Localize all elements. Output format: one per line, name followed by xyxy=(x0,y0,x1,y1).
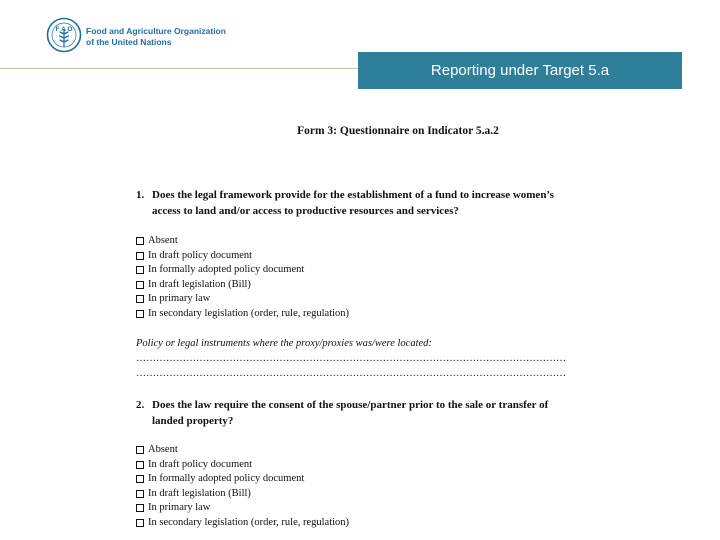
option-adopted-policy[interactable] xyxy=(136,472,396,487)
option-label: Absent xyxy=(148,444,178,455)
answer-line-1[interactable]: ………………………………………………………………………………………………………………… xyxy=(136,353,566,364)
option-adopted-policy[interactable] xyxy=(136,263,396,278)
header-divider xyxy=(0,68,360,69)
checkbox[interactable] xyxy=(136,446,144,454)
question-1 xyxy=(136,188,576,220)
option-label: Absent xyxy=(148,235,178,246)
option-label: In draft legislation (Bill) xyxy=(148,278,251,290)
checkbox[interactable] xyxy=(136,237,144,245)
option-draft-policy[interactable] xyxy=(136,458,396,473)
question-1-options xyxy=(136,234,396,321)
question-text: Does the law require the consent of the spouse/partner prior to the sale or transfer of landed property? xyxy=(152,399,549,427)
option-secondary-legislation[interactable] xyxy=(136,307,396,322)
fao-logo xyxy=(46,17,232,53)
org-name-line-2: of the United Nations xyxy=(86,37,172,47)
org-name-line-1: Food and Agriculture Organization xyxy=(86,26,226,36)
fao-emblem-icon xyxy=(46,17,82,53)
svg-text:F A O: F A O xyxy=(55,26,73,33)
option-label: In formally adopted policy document xyxy=(148,264,305,275)
option-label: In primary law xyxy=(148,293,211,304)
form-title: Form 3: Questionnaire on Indicator 5.a.2 xyxy=(297,125,499,137)
option-label: In secondary legislation (order, rule, regulation) xyxy=(148,307,350,319)
checkbox[interactable] xyxy=(136,252,144,260)
option-label: In draft legislation (Bill) xyxy=(148,487,251,499)
checkbox[interactable] xyxy=(136,461,144,469)
checkbox[interactable] xyxy=(136,490,144,498)
option-draft-legislation[interactable] xyxy=(136,487,396,502)
question-2-options xyxy=(136,443,396,530)
option-secondary-legislation[interactable] xyxy=(136,516,396,531)
checkbox[interactable] xyxy=(136,295,144,303)
instruments-label: Policy or legal instruments where the proxy/proxies was/were located: xyxy=(136,338,432,349)
checkbox[interactable] xyxy=(136,504,144,512)
option-label: In draft policy document xyxy=(148,458,253,470)
checkbox[interactable] xyxy=(136,266,144,274)
question-text: Does the legal framework provide for the establishment of a fund to increase women’s access to land and/or access to productive resources and services? xyxy=(152,189,554,217)
instruments-section xyxy=(136,337,576,381)
option-label: In primary law xyxy=(148,502,211,513)
option-primary-law[interactable] xyxy=(136,501,396,516)
slide-title-banner: Reporting under Target 5.a xyxy=(358,52,682,89)
option-draft-legislation[interactable] xyxy=(136,278,396,293)
question-2 xyxy=(136,398,576,430)
option-label: In secondary legislation (order, rule, regulation) xyxy=(148,516,350,528)
option-primary-law[interactable] xyxy=(136,292,396,307)
checkbox[interactable] xyxy=(136,475,144,483)
option-draft-policy[interactable] xyxy=(136,249,396,264)
option-label: In draft policy document xyxy=(148,249,253,261)
checkbox[interactable] xyxy=(136,281,144,289)
checkbox[interactable] xyxy=(136,519,144,527)
org-name xyxy=(86,26,226,48)
option-label: In formally adopted policy document xyxy=(148,473,305,484)
question-number: 2. xyxy=(136,399,145,411)
question-number: 1. xyxy=(136,189,145,201)
answer-line-2[interactable]: ………………………………………………………………………………………………………………… xyxy=(136,368,566,379)
checkbox[interactable] xyxy=(136,310,144,318)
option-absent[interactable] xyxy=(136,234,396,249)
option-absent[interactable] xyxy=(136,443,396,458)
